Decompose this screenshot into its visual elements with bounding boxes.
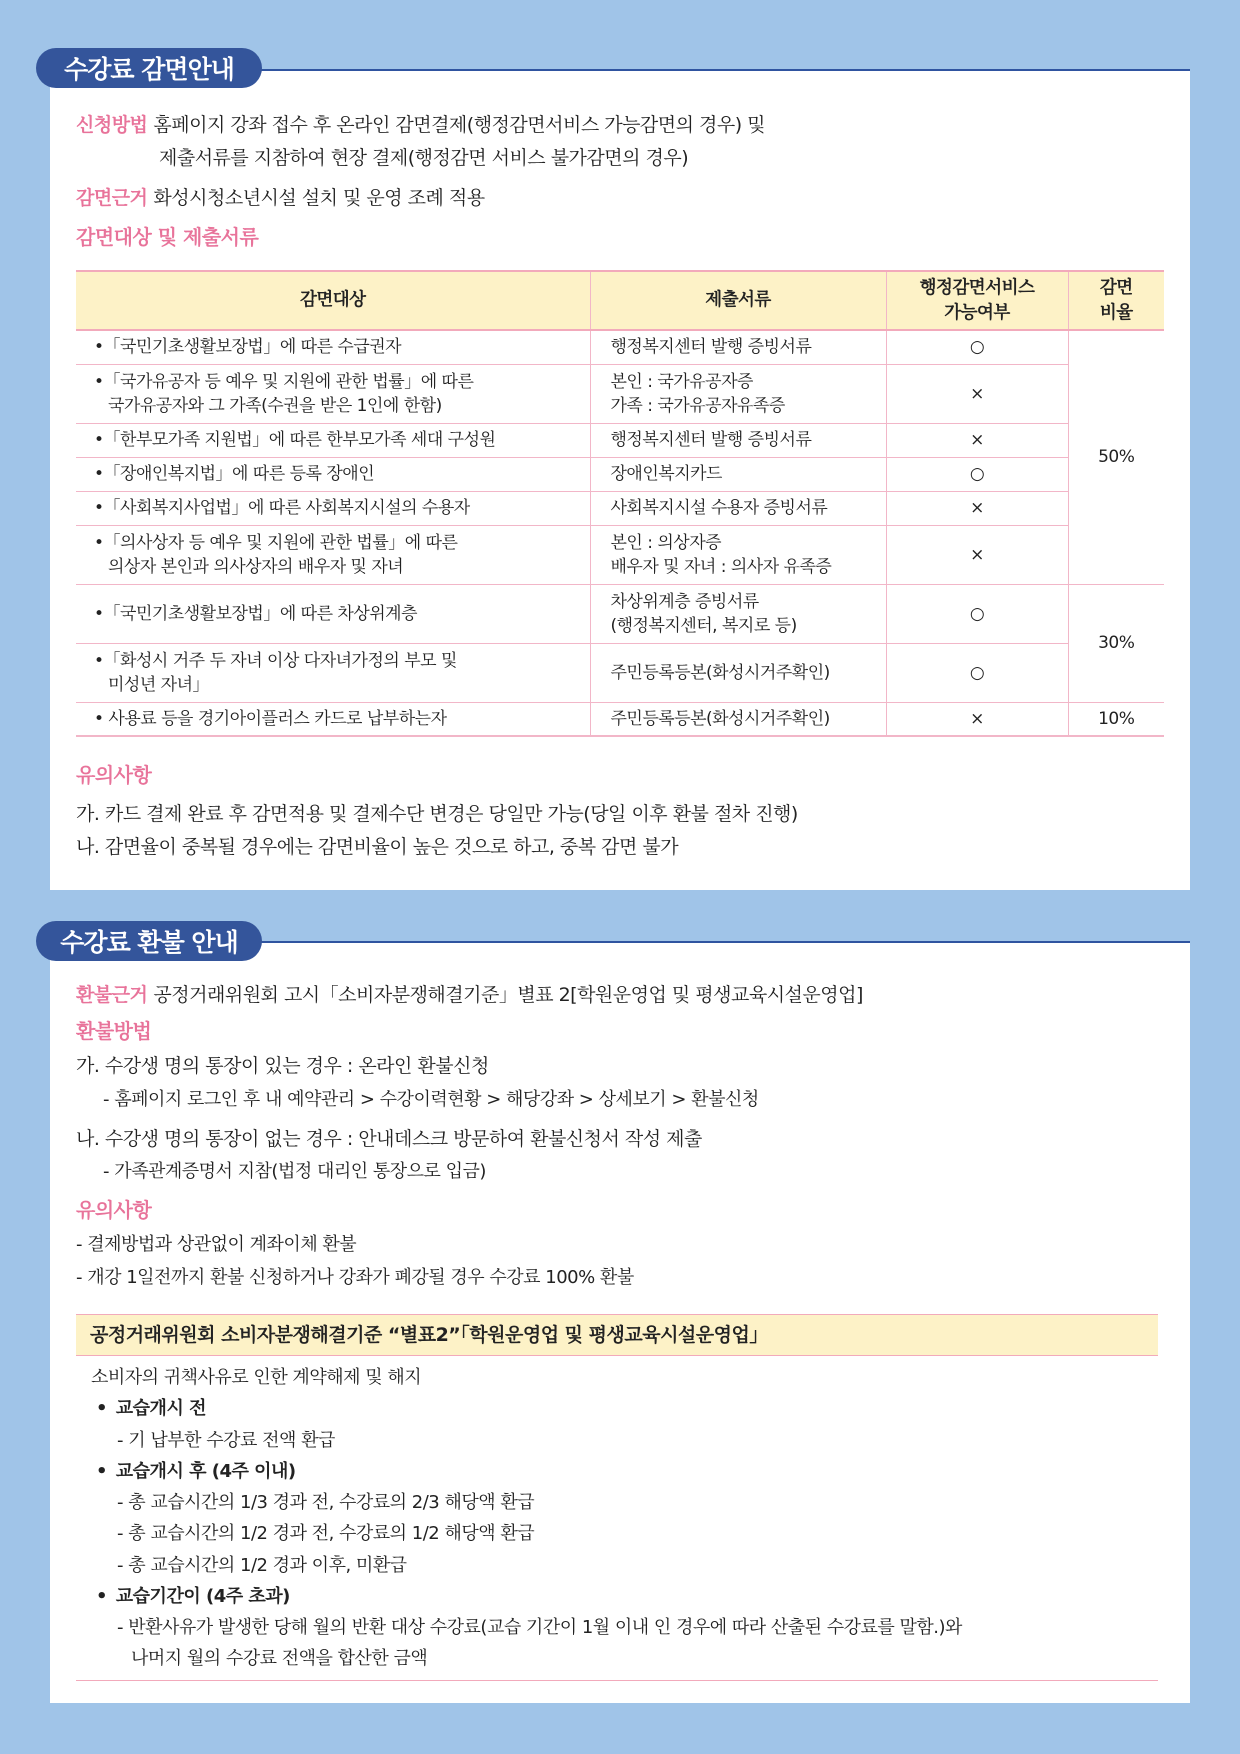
standard-group-item: - 반환사유가 발생한 당해 월의 반환 대상 수강료(교습 기간이 1월 이내 인 경우에 따라 산출된 수강료를 말함.)와 (117, 1617, 962, 1638)
header-documents: 제출서류 (590, 271, 886, 330)
discount-basis-line (76, 185, 485, 211)
table-row (76, 423, 1164, 457)
cell-available: × (886, 525, 1068, 584)
cell-documents: 본인 : 국가유공자증 가족 : 국가유공자유족증 (590, 364, 886, 423)
apply-method-text2: 제출서류를 지참하여 현장 결제(행정감면 서비스 불가감면의 경우) (159, 147, 689, 169)
cell-available: ○ (886, 457, 1068, 491)
table-row (76, 330, 1164, 364)
apply-method-line2 (159, 145, 688, 171)
cell-target: •「국민기초생활보장법」에 따른 차상위계층 (76, 584, 590, 643)
discount-note-b: 나. 감면율이 중복될 경우에는 감면비율이 높은 것으로 하고, 중복 감면 불가 (76, 836, 679, 858)
refund-method-b: 나. 수강생 명의 통장이 없는 경우 : 안내데스크 방문하여 환불신청서 작성 제출 (76, 1128, 702, 1150)
header-target: 감면대상 (76, 271, 590, 330)
cell-target: •「장애인복지법」에 따른 등록 장애인 (76, 457, 590, 491)
table-row (76, 584, 1164, 643)
standard-box-title: 공정거래위원회 소비자분쟁해결기준 “별표2”「학원운영업 및 평생교육시설운영업」 (76, 1314, 1158, 1356)
refund-method-heading: 환불방법 (76, 1019, 152, 1043)
discount-section-title (36, 48, 262, 88)
cell-documents: 차상위계층 증빙서류 (행정복지센터, 복지로 등) (590, 584, 886, 643)
refund-title-text: 수강료 환불 안내 (60, 928, 238, 957)
table-header-row (76, 271, 1164, 330)
table-row (76, 525, 1164, 584)
discount-table (76, 270, 1164, 737)
targets-heading: 감면대상 및 제출서류 (76, 225, 259, 249)
cell-target: •「한부모가족 지원법」에 따른 한부모가족 세대 구성원 (76, 423, 590, 457)
cell-documents: 행정복지센터 발행 증빙서류 (590, 330, 886, 364)
cell-available: ○ (886, 584, 1068, 643)
refund-basis-line (76, 982, 863, 1008)
discount-basis-text: 화성시청소년시설 설치 및 운영 조례 적용 (153, 187, 485, 209)
cell-available: ○ (886, 643, 1068, 702)
cell-available: × (886, 364, 1068, 423)
header-admin-service: 행정감면서비스 가능여부 (886, 271, 1068, 330)
discount-notes-heading: 유의사항 (76, 763, 152, 787)
cell-rate-30: 30% (1068, 584, 1164, 702)
refund-basis-text: 공정거래위원회 고시「소비자분쟁해결기준」별표 2[학원운영업 및 평생교육시설운영업] (153, 984, 863, 1006)
standard-box-bottom-border (76, 1680, 1158, 1681)
standard-group-heading: • 교습개시 전 (96, 1398, 206, 1419)
cell-target: •「국가유공자 등 예우 및 지원에 관한 법률」에 따른 국가유공자와 그 가족(수권을 받은 1인에 한함) (76, 364, 590, 423)
cell-target: • 사용료 등을 경기아이플러스 카드로 납부하는자 (76, 702, 590, 736)
cell-available: × (886, 423, 1068, 457)
discount-title-text: 수강료 감면안내 (64, 55, 234, 84)
cell-target: •「국민기초생활보장법」에 따른 수급권자 (76, 330, 590, 364)
apply-method-text1: 홈페이지 강좌 접수 후 온라인 감면결제(행정감면서비스 가능감면의 경우) 및 (153, 114, 766, 136)
table-row (76, 643, 1164, 702)
discount-note-a: 가. 카드 결제 완료 후 감면적용 및 결제수단 변경은 당일만 가능(당일 이후 환불 절차 진행) (76, 803, 798, 825)
cell-target: •「의사상자 등 예우 및 지원에 관한 법률」에 따른 의상자 본인과 의사상자의 배우자 및 자녀 (76, 525, 590, 584)
refund-section-title (36, 921, 262, 961)
refund-method-b-sub: - 가족관계증명서 지참(법정 대리인 통장으로 입금) (103, 1161, 486, 1182)
cell-target: •「사회복지사업법」에 따른 사회복지시설의 수용자 (76, 491, 590, 525)
cell-rate-10: 10% (1068, 702, 1164, 736)
cell-documents: 본인 : 의상자증 배우자 및 자녀 : 의사자 유족증 (590, 525, 886, 584)
cell-documents: 사회복지시설 수용자 증빙서류 (590, 491, 886, 525)
standard-group-heading: • 교습개시 후 (4주 이내) (96, 1461, 296, 1482)
refund-note-1: - 결제방법과 상관없이 계좌이체 환불 (76, 1234, 357, 1255)
cell-documents: 장애인복지카드 (590, 457, 886, 491)
refund-title-line (250, 941, 1190, 943)
cell-available: × (886, 702, 1068, 736)
table-row (76, 364, 1164, 423)
header-rate: 감면 비율 (1068, 271, 1164, 330)
cell-target: •「화성시 거주 두 자녀 이상 다자녀가정의 부모 및 미성년 자녀」 (76, 643, 590, 702)
standard-group-item: - 총 교습시간의 1/3 경과 전, 수강료의 2/3 해당액 환급 (117, 1492, 535, 1513)
discount-basis-label: 감면근거 (76, 187, 148, 209)
apply-method-line1 (76, 112, 765, 138)
apply-method-label: 신청방법 (76, 114, 148, 136)
table-row (76, 491, 1164, 525)
standard-intro: 소비자의 귀책사유로 인한 계약해제 및 해지 (91, 1367, 422, 1388)
table-row (76, 702, 1164, 736)
cell-available: × (886, 491, 1068, 525)
discount-title-line (250, 69, 1190, 71)
table-row (76, 457, 1164, 491)
refund-method-a: 가. 수강생 명의 통장이 있는 경우 : 온라인 환불신청 (76, 1055, 489, 1077)
standard-group-heading: • 교습기간이 (4주 초과) (96, 1586, 290, 1607)
refund-note-2: - 개강 1일전까지 환불 신청하거나 강좌가 폐강될 경우 수강료 100% 환불 (76, 1267, 634, 1288)
refund-notes-heading: 유의사항 (76, 1198, 152, 1222)
standard-group-item: - 기 납부한 수강료 전액 환급 (117, 1430, 335, 1451)
standard-group-item: - 총 교습시간의 1/2 경과 이후, 미환급 (117, 1555, 407, 1576)
cell-available: ○ (886, 330, 1068, 364)
cell-rate-50: 50% (1068, 330, 1164, 584)
cell-documents: 행정복지센터 발행 증빙서류 (590, 423, 886, 457)
cell-documents: 주민등록등본(화성시거주확인) (590, 702, 886, 736)
standard-group-item: - 총 교습시간의 1/2 경과 전, 수강료의 1/2 해당액 환급 (117, 1523, 535, 1544)
refund-basis-label: 환불근거 (76, 984, 148, 1006)
refund-method-a-sub: - 홈페이지 로그인 후 내 예약관리 > 수강이력현황 > 해당강좌 > 상세보기 > 환불신청 (103, 1089, 759, 1110)
cell-documents: 주민등록등본(화성시거주확인) (590, 643, 886, 702)
standard-group-item: 나머지 월의 수강료 전액을 합산한 금액 (131, 1648, 428, 1669)
